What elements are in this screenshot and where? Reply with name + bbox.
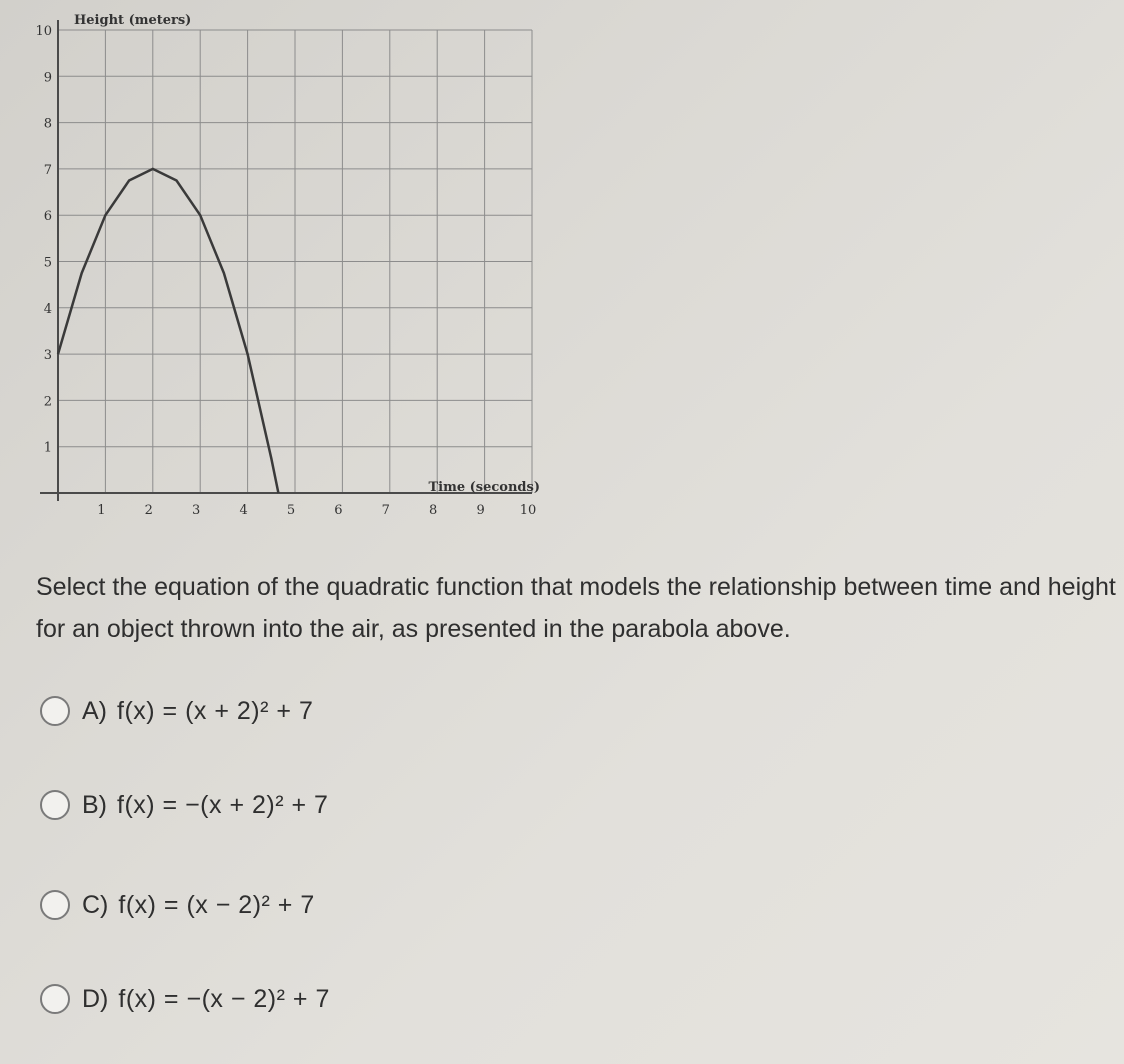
y-tick-label: 10 <box>35 24 52 39</box>
y-tick-label: 1 <box>43 440 52 456</box>
height-time-chart <box>0 0 560 530</box>
chart-axes <box>40 20 532 501</box>
y-tick-label: 9 <box>43 70 52 86</box>
option-d[interactable] <box>40 984 330 1014</box>
option-b-equation: f(x) = −(x + 2)² + 7 <box>117 790 329 819</box>
y-tick-label: 2 <box>43 394 52 410</box>
x-tick-label: 9 <box>476 503 485 518</box>
option-a-equation: f(x) = (x + 2)² + 7 <box>117 696 314 725</box>
option-c[interactable] <box>40 890 315 920</box>
option-a[interactable] <box>40 696 313 726</box>
option-c-letter: C) <box>82 890 109 919</box>
radio-button-b[interactable] <box>40 790 70 820</box>
radio-button-a[interactable] <box>40 696 70 726</box>
x-tick-label: 10 <box>519 503 537 518</box>
x-axis-label: Time (seconds) <box>428 480 540 495</box>
x-tick-label: 6 <box>334 503 343 518</box>
y-tick-label: 4 <box>43 301 52 317</box>
y-tick-label: 6 <box>43 209 52 225</box>
y-tick-label: 3 <box>43 348 52 364</box>
x-tick-label: 3 <box>192 503 201 518</box>
option-c-equation: f(x) = (x − 2)² + 7 <box>118 890 315 919</box>
y-axis-label: Height (meters) <box>74 13 192 28</box>
option-d-letter: D) <box>82 984 109 1013</box>
y-tick-label: 8 <box>43 116 52 132</box>
x-tick-label: 7 <box>381 503 390 518</box>
y-tick-label: 7 <box>43 162 52 178</box>
option-b[interactable] <box>40 790 328 820</box>
radio-button-d[interactable] <box>40 984 70 1014</box>
x-tick-label: 2 <box>144 503 153 518</box>
question-text: Select the equation of the quadratic function that models the relationship between time and height for an object thrown into the air, as presented in the parabola above. <box>36 573 1116 643</box>
chart-tick-labels <box>35 24 536 518</box>
x-tick-label: 1 <box>97 503 106 518</box>
y-tick-label: 5 <box>43 255 52 271</box>
option-b-letter: B) <box>82 790 107 819</box>
option-d-equation: f(x) = −(x − 2)² + 7 <box>118 984 330 1013</box>
parabola-curve <box>58 169 278 493</box>
x-tick-label: 5 <box>286 503 296 518</box>
x-tick-label: 4 <box>239 503 248 518</box>
radio-button-c[interactable] <box>40 890 70 920</box>
option-a-letter: A) <box>82 696 107 725</box>
chart-grid <box>58 30 532 493</box>
x-tick-label: 8 <box>429 503 438 518</box>
